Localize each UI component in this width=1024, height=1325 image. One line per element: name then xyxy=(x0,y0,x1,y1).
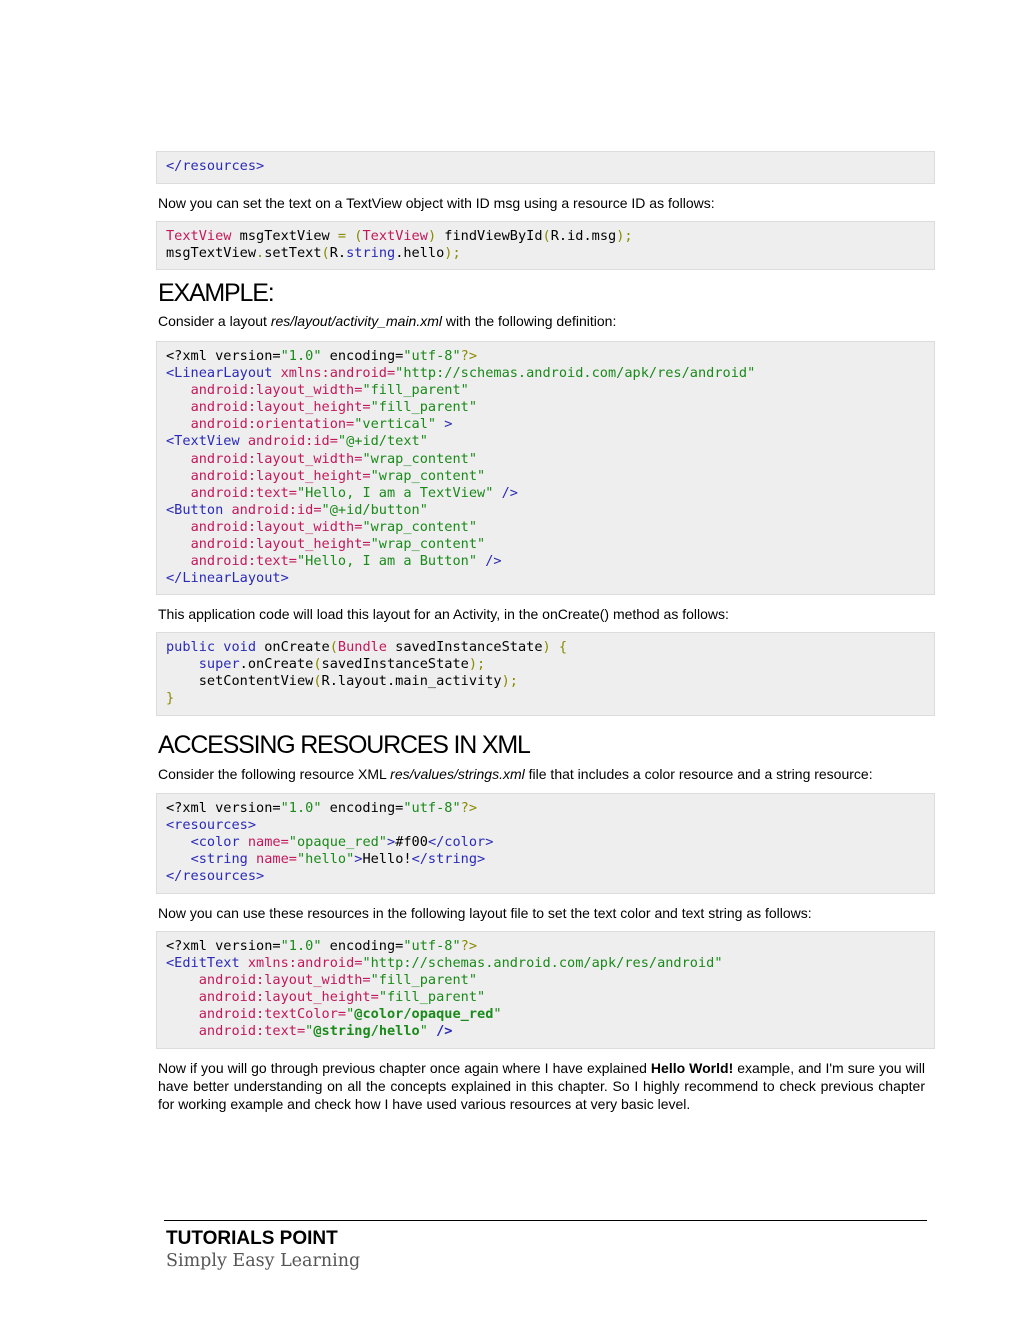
code-block-strings-xml: <?xml version="1.0" encoding="utf-8"?> <resources> <color name="opaque_red">#f00</color> <string name="hello">Hello!</string> </resources> xyxy=(156,793,935,894)
file-name: res/values/strings.xml xyxy=(390,766,525,782)
paragraph-edittext-intro: Now you can use these resources in the following layout file to set the text color and text string as follows: xyxy=(158,905,812,921)
paragraph-strings-intro: Consider the following resource XML res/values/strings.xml file that includes a color resource and a string resource: xyxy=(158,766,873,782)
heading-accessing-resources: ACCESSING RESOURCES IN XML xyxy=(158,731,530,759)
heading-example: EXAMPLE: xyxy=(158,279,274,307)
code-line: </resources> xyxy=(166,158,265,174)
code-block-edittext: <?xml version="1.0" encoding="utf-8"?> <EditText xmlns:android="http://schemas.android.com/apk/res/android" android:layout_width="fill_parent" android:layout_height="fill_parent" android:textColor="@color/opaque_red" android:text="@string/hello" /> xyxy=(156,931,935,1049)
footer-subtitle: Simply Easy Learning xyxy=(166,1251,361,1271)
code-block-resources-close xyxy=(156,151,935,184)
page-content xyxy=(156,151,935,1113)
footer-title: TUTORIALS POINT xyxy=(166,1228,338,1249)
code-block-oncreate: public void onCreate(Bundle savedInstanceState) { super.onCreate(savedInstanceState); setContentView(R.layout.main_activity); } xyxy=(156,632,935,716)
hello-world-bold: Hello World! xyxy=(650,1060,734,1076)
paragraph-conclusion: Now if you will go through previous chapter once again where I have explained Hello World! example, and I'm sure you will have better understanding on all the concepts explained in this chapter. So I highly recommend to check previous chapter for working example and check how I have used various resources at very basic level. xyxy=(158,1060,926,1112)
paragraph-textview-intro: Now you can set the text on a TextView object with ID msg using a resource ID as follows: xyxy=(158,195,715,211)
paragraph-layout-intro: Consider a layout res/layout/activity_main.xml with the following definition: xyxy=(158,313,617,329)
paragraph-oncreate-intro: This application code will load this layout for an Activity, in the onCreate() method as follows: xyxy=(158,606,729,622)
code-block-linearlayout: <?xml version="1.0" encoding="utf-8"?> <LinearLayout xmlns:android="http://schemas.android.com/apk/res/android" android:layout_width="fill_parent" android:layout_height="fill_parent" android:orientation="vertical" > <TextView android:id="@+id/text" android:layout_width="wrap_content" android:layout_height="wrap_content" android:text="Hello, I am a TextView" /> <Button android:id="@+id/button" android:layout_width="wrap_content" android:layout_height="wrap_content" android:text="Hello, I am a Button" /> </LinearLayout> xyxy=(156,341,935,595)
footer-divider xyxy=(164,1220,927,1221)
code-block-textview: TextView msgTextView = (TextView) findViewById(R.id.msg); msgTextView.setText(R.string.hello); xyxy=(156,221,935,270)
file-name: res/layout/activity_main.xml xyxy=(270,313,443,329)
